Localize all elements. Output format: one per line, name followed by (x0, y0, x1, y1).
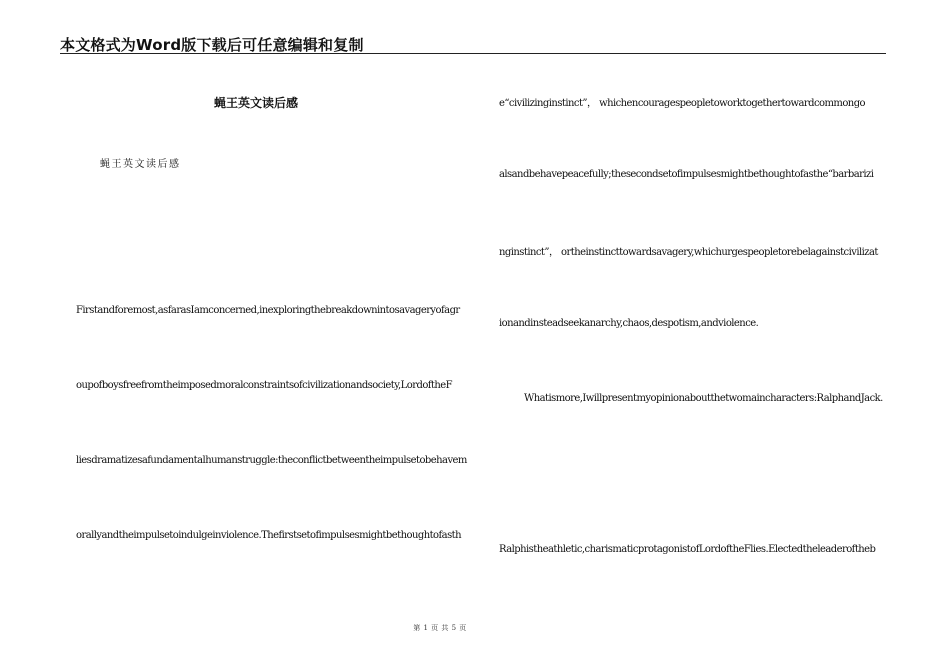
document-title: 蝇王英文读后感 (214, 96, 299, 110)
right-column-line: e“civilizinginstinct”， whichencouragespeopletoworktogethertowardcommongo (499, 98, 866, 109)
left-column-line: orallyandtheimpulsetoindulgeinviolence.Thefirstsetofimpulsesmightbethoughtofasth (76, 530, 462, 541)
right-column-line: ionandinsteadseekanarchy,chaos,despotism,andviolence. (499, 318, 759, 329)
left-column-line: Firstandforemost,asfarasIamconcerned,inexploringthebreakdownintosavageryofagr (76, 305, 460, 316)
header-rule (60, 53, 886, 54)
right-column-line: alsandbehavepeacefully;thesecondsetofimpulsesmightbethoughtofasthe“barbarizi (499, 169, 874, 180)
right-column-line: Ralphistheathletic,charismaticprotagonistofLordoftheFlies.Electedtheleaderoftheb (499, 544, 876, 555)
right-column-line: nginstinct”， ortheinstincttowardsavagery,whichurgespeopletorebelagainstcivilizat (499, 247, 878, 258)
page-header: 本文格式为Word版下载后可任意编辑和复制 (60, 36, 364, 54)
right-column-line: Whatismore,Iwillpresentmyopinionaboutthetwomaincharacters:RalphandJack. (524, 393, 883, 404)
left-column-line: liesdramatizesafundamentalhumanstruggle:theconflictbetweentheimpulsetobehavem (76, 455, 467, 466)
page-footer: 第 1 页 共 5 页 (413, 624, 467, 632)
left-column-line: oupofboysfreefromtheimposedmoralconstraintsofcivilizationandsociety,LordoftheF (76, 380, 453, 391)
document-subtitle: 蝇王英文读后感 (100, 159, 181, 170)
